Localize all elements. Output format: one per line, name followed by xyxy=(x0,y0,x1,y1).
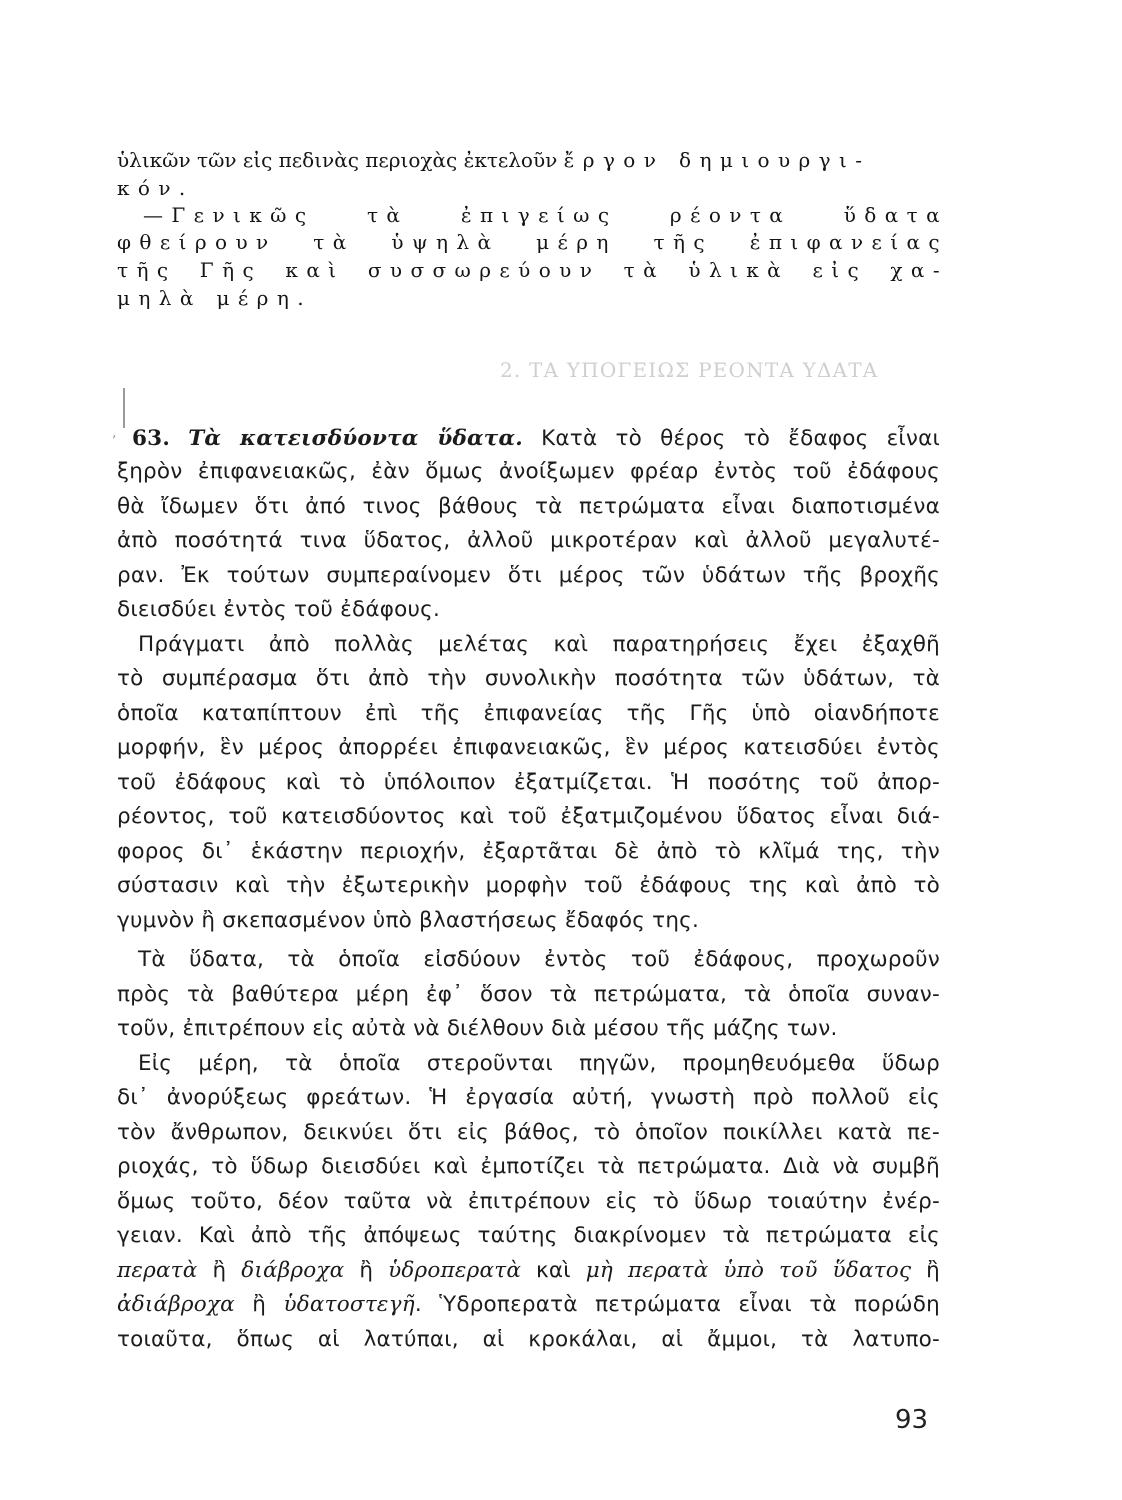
intro-line-1-text: ὑλικῶν τῶν εἰς πεδινὰς περιοχὰς ἐκτελοῦν xyxy=(117,148,558,172)
text-line-content: Εἰς μέρη, τὰ ὁποῖα στεροῦνται πηγῶν, προμηθευόμεθα ὕδωρ xyxy=(138,1051,940,1076)
text-line xyxy=(117,1156,940,1178)
section-heading xyxy=(500,360,878,380)
text-line xyxy=(117,668,940,690)
text-line xyxy=(117,772,940,794)
text-line-content: δι᾽ ἀνορύξεως φρεάτων. Ἡ ἐργασία αὐτή, γνωστὴ πρὸ πολλοῦ εἰς xyxy=(117,1085,940,1110)
text-line xyxy=(117,530,940,552)
text-line-content: τοῦ ἐδάφους καὶ τὸ ὑπόλοιπον ἐξατμίζεται. Ἡ ποσότης τοῦ ἀπορ- xyxy=(117,770,940,795)
intro-line-5-text: τῆς Γῆς καὶ συσσωρεύουν τὰ ὑλικὰ εἰς χα- xyxy=(117,258,948,282)
intro-line-3 xyxy=(143,205,948,225)
intro-line-2 xyxy=(117,178,194,198)
text-line-content: θὰ ἴδωμεν ὅτι ἀπό τινος βάθους τὰ πετρώματα εἶναι διαποτισμένα xyxy=(117,494,940,519)
intro-line-6-text: μηλὰ μέρη. xyxy=(117,286,312,310)
margin-tick: , xyxy=(112,425,117,441)
text-span: ἢ xyxy=(911,1258,940,1283)
text-line xyxy=(117,703,940,725)
text-line xyxy=(117,910,940,932)
text-span: ἢ xyxy=(197,1258,242,1283)
intro-line-1 xyxy=(117,150,949,170)
text-line xyxy=(117,841,940,863)
text-line xyxy=(117,806,940,828)
text-line-content: σύστασιν καὶ τὴν ἐξωτερικὴν μορφὴν τοῦ ἐδάφους της καὶ ἀπὸ τὸ xyxy=(117,873,940,898)
text-line-content: ξηρὸν ἐπιφανειακῶς, ἐὰν ὅμως ἀνοίξωμεν φρέαρ ἐντὸς τοῦ ἐδάφους xyxy=(117,459,940,484)
section-heading-text: 2. ΤΑ ΥΠΟΓΕΙΩΣ ΡΕΟΝΤΑ ΥΔΑΤΑ xyxy=(500,358,879,382)
text-line-content: τοιαῦτα, ὅπως αἱ λατύπαι, αἱ κροκάλαι, αἱ ἄμμοι, τὰ λατυπο- xyxy=(117,1327,940,1352)
article-number: 63. xyxy=(132,426,171,451)
text-line xyxy=(117,461,940,483)
text-line-content: Τὰ ὕδατα, τὰ ὁποῖα εἰσδύουν ἐντὸς τοῦ ἐδάφους, προχωροῦν xyxy=(138,947,940,972)
text-line-mixed xyxy=(117,1260,940,1282)
text-line xyxy=(117,1087,940,1109)
text-line xyxy=(117,1191,940,1213)
text-line-content: ραν. Ἐκ τούτων συμπεραίνομεν ὅτι μέρος τῶν ὑδάτων τῆς βροχῆς xyxy=(117,563,940,588)
text-line xyxy=(138,949,940,971)
term-impermeable: μὴ περατὰ ὑπὸ τοῦ ὕδατος xyxy=(585,1258,912,1283)
text-line-content: τοῦν, ἐπιτρέπουν εἰς αὐτὰ νὰ διέλθουν διὰ μέσου τῆς μάζης των. xyxy=(117,1016,838,1041)
text-line xyxy=(138,1053,940,1075)
term-wet: διάβροχα xyxy=(241,1258,345,1283)
text-line-content: διεισδύει ἐντὸς τοῦ ἐδάφους. xyxy=(117,597,441,622)
term-permeable: περατὰ xyxy=(117,1258,198,1283)
intro-line-3-text: —Γενικῶς τὰ ἐπιγείως ρέοντα ὕδατα xyxy=(143,203,948,227)
text-line xyxy=(117,1329,940,1351)
article-first-line xyxy=(132,428,940,450)
text-line-content: τὸ συμπέρασμα ὅτι ἀπὸ τὴν συνολικὴν ποσότητα τῶν ὑδάτων, τὰ xyxy=(117,666,940,691)
term-waterproof: ἀδιάβροχα xyxy=(117,1292,235,1317)
text-line xyxy=(117,737,940,759)
text-line xyxy=(117,984,940,1006)
text-span: ἢ xyxy=(344,1258,389,1283)
text-line-content: ρέοντος, τοῦ κατεισδύοντος καὶ τοῦ ἐξατμιζομένου ὕδατος εἶναι διά- xyxy=(117,804,940,829)
text-line-content: γειαν. Καὶ ἀπὸ τῆς ἀπόψεως ταύτης διακρίνομεν τὰ πετρώματα εἰς xyxy=(117,1223,940,1248)
text-line-mixed xyxy=(117,1294,940,1316)
text-line-content: μορφήν, ἓν μέρος ἀπορρέει ἐπιφανειακῶς, ἓν μέρος κατεισδύει ἐντὸς xyxy=(117,735,940,760)
term-watertight: ὑδατοστεγῆ xyxy=(283,1292,415,1317)
text-span: καὶ xyxy=(521,1258,586,1283)
text-line-content: τὸν ἄνθρωπον, δεικνύει ὅτι εἰς βάθος, τὸ ὁποῖον ποικίλλει κατὰ πε- xyxy=(117,1120,940,1145)
text-line-content: Πράγματι ἀπὸ πολλὰς μελέτας καὶ παρατηρήσεις ἔχει ἐξαχθῆ xyxy=(138,632,940,657)
text-line-content: φορος δι᾽ ἑκάστην περιοχήν, ἐξαρτᾶται δὲ ἀπὸ τὸ κλῖμά της, τὴν xyxy=(117,839,940,864)
text-line xyxy=(117,1122,940,1144)
text-line-content: πρὸς τὰ βαθύτερα μέρη ἐφ᾽ ὅσον τὰ πετρώματα, τὰ ὁποῖα συναν- xyxy=(117,982,940,1007)
text-span: . Ὑδροπερατὰ πετρώματα εἶναι τὰ πορώδη xyxy=(414,1292,940,1317)
text-line xyxy=(117,1018,940,1040)
text-line xyxy=(117,875,940,897)
text-line-content: ὅμως τοῦτο, δέον ταῦτα νὰ ἐπιτρέπουν εἰς τὸ ὕδωρ τοιαύτην ἐνέρ- xyxy=(117,1189,940,1214)
text-line-content: γυμνὸν ἢ σκεπασμένον ὑπὸ βλαστήσεως ἔδαφός της. xyxy=(117,908,700,933)
margin-mark xyxy=(123,388,125,428)
intro-line-6 xyxy=(117,288,312,308)
article-first-line-text: Κατὰ τὸ θέρος τὸ ἔδαφος εἶναι xyxy=(541,426,940,451)
text-line xyxy=(117,565,940,587)
article-title: Τὰ κατεισδύοντα ὕδατα. xyxy=(188,426,523,451)
intro-line-4-text: φθείρουν τὰ ὑψηλὰ μέρη τῆς ἐπιφανείας xyxy=(117,230,948,254)
text-line xyxy=(117,496,940,518)
page-number: 93 xyxy=(895,1405,929,1435)
text-line xyxy=(117,599,940,621)
intro-line-4 xyxy=(117,232,948,252)
text-line-content: ἀπὸ ποσότητά τινα ὕδατος, ἀλλοῦ μικροτέραν καὶ ἀλλοῦ μεγαλυτέ- xyxy=(117,528,940,553)
text-line-content: ὁποῖα καταπίπτουν ἐπὶ τῆς ἐπιφανείας τῆς Γῆς ὑπὸ οἱανδήποτε xyxy=(117,701,940,726)
term-water-permeable: ὑδροπερατὰ xyxy=(388,1258,522,1283)
text-line-content: ριοχάς, τὸ ὕδωρ διεισδύει καὶ ἐμποτίζει τὰ πετρώματα. Διὰ νὰ συμβῆ xyxy=(117,1154,940,1179)
text-line xyxy=(138,634,940,656)
intro-line-1-spaced: ἔργον δημιουργι- xyxy=(563,148,871,172)
intro-line-2-text: κόν. xyxy=(117,176,194,200)
intro-line-5 xyxy=(117,260,948,280)
text-line xyxy=(117,1225,940,1247)
text-span: ἢ xyxy=(234,1292,284,1317)
